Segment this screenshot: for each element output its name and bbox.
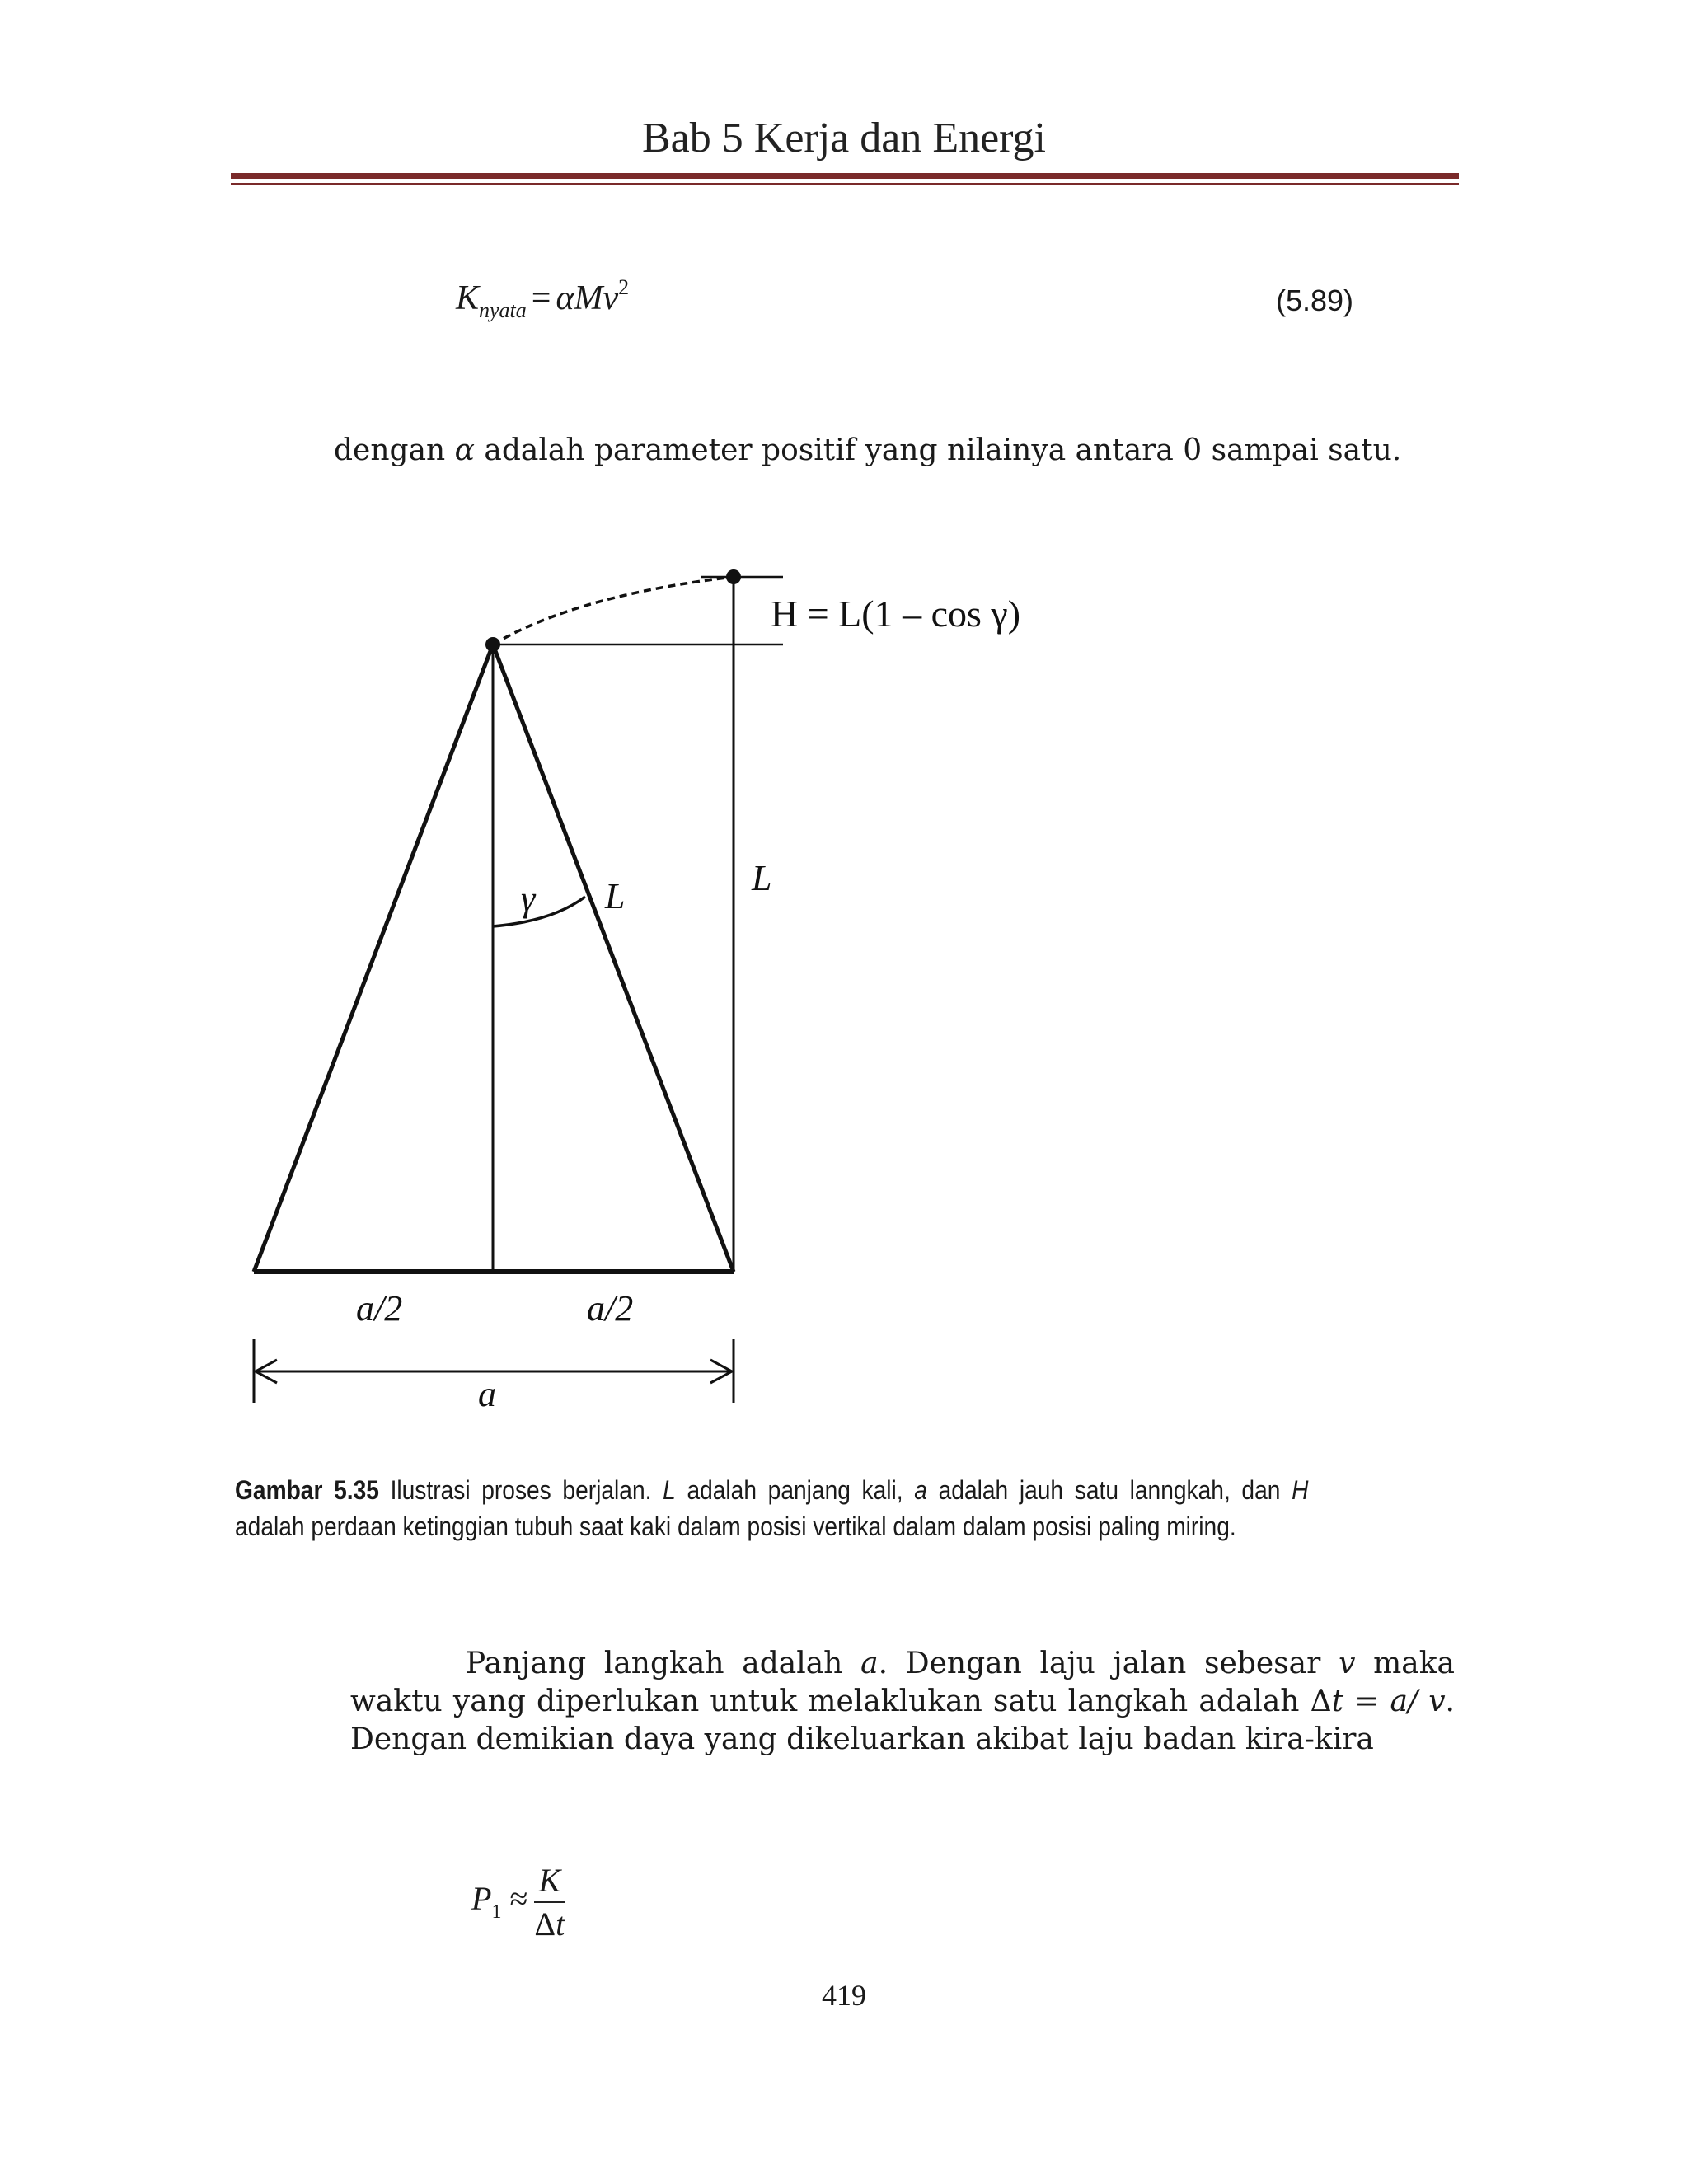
eq-lhs-sub: nyata xyxy=(479,298,527,322)
caption-text: adalah panjang kali, xyxy=(675,1475,915,1505)
paragraph-step-power xyxy=(350,1645,1455,1759)
eq-rhs-sup: 2 xyxy=(618,275,630,299)
figure-caption xyxy=(235,1472,1308,1544)
equation-power xyxy=(471,1861,565,1943)
para2-text: . Dengan laju jalan sebesar xyxy=(878,1647,1339,1680)
caption-text: adalah perdaan ketinggian tubuh saat kaki dalam posisi vertikal dalam dalam posisi paling miring. xyxy=(235,1511,1236,1541)
caption-var: a xyxy=(914,1475,927,1505)
para2-symbol: Δ xyxy=(1310,1685,1332,1718)
eq2-fraction xyxy=(534,1861,565,1943)
eq2-lhs: P xyxy=(471,1880,492,1918)
gamma-label: γ xyxy=(521,879,536,919)
caption-figure-number: Gambar 5.35 xyxy=(235,1475,379,1505)
para2-var: v xyxy=(1339,1647,1356,1680)
para2-text: maka waktu yang diperlukan untuk melaklukan satu langkah adalah xyxy=(350,1647,1456,1718)
eq-lhs: K xyxy=(456,279,480,317)
caption-text: adalah jauh satu lanngkah, dan xyxy=(926,1475,1292,1505)
height-formula: H = L(1 – cos γ) xyxy=(771,593,1021,635)
alpha-symbol: α xyxy=(454,434,475,467)
chapter-header: Bab 5 Kerja dan Energi xyxy=(642,115,1046,162)
caption-var: L xyxy=(663,1475,676,1505)
eq2-t: t xyxy=(556,1905,565,1943)
para2-text: Panjang langkah adalah xyxy=(466,1647,861,1680)
top-point xyxy=(726,569,741,584)
eq2-approx: ≈ xyxy=(509,1880,528,1918)
eq2-delta: Δ xyxy=(534,1905,556,1943)
eq2-lhs-sub: 1 xyxy=(491,1901,502,1924)
para2-text: . Dengan demikian daya yang dikeluarkan akibat laju badan kira-kira xyxy=(350,1685,1455,1756)
dashed-arc xyxy=(493,577,734,644)
leg-length-label: L xyxy=(605,876,626,916)
eq2-numerator: K xyxy=(534,1861,565,1903)
step-length-label: a xyxy=(478,1374,496,1414)
angle-arc xyxy=(493,897,585,926)
caption-var: H xyxy=(1292,1475,1309,1505)
para2-var: t xyxy=(1331,1685,1344,1718)
apex-point xyxy=(485,637,500,652)
eq-equals: = xyxy=(531,279,551,317)
eq2-denominator xyxy=(534,1903,565,1943)
half-step-left-label: a/2 xyxy=(356,1288,403,1329)
vertical-length-label: L xyxy=(752,858,772,898)
half-step-right-label: a/2 xyxy=(587,1288,634,1329)
eq-rhs: αMv xyxy=(556,279,619,317)
para2-var: a xyxy=(860,1647,879,1680)
para1-text-b: adalah parameter positif yang nilainya antara 0 sampai satu. xyxy=(474,434,1402,467)
para1-text-a: dengan xyxy=(334,434,455,467)
para2-text: = xyxy=(1343,1685,1390,1718)
caption-text: Ilustrasi proses berjalan. xyxy=(378,1475,663,1505)
page-number: 419 xyxy=(822,1979,866,2012)
left-leg xyxy=(254,644,493,1272)
right-leg xyxy=(493,644,734,1272)
equation-number: (5.89) xyxy=(1276,284,1354,317)
para2-var: a/ v xyxy=(1390,1685,1446,1718)
